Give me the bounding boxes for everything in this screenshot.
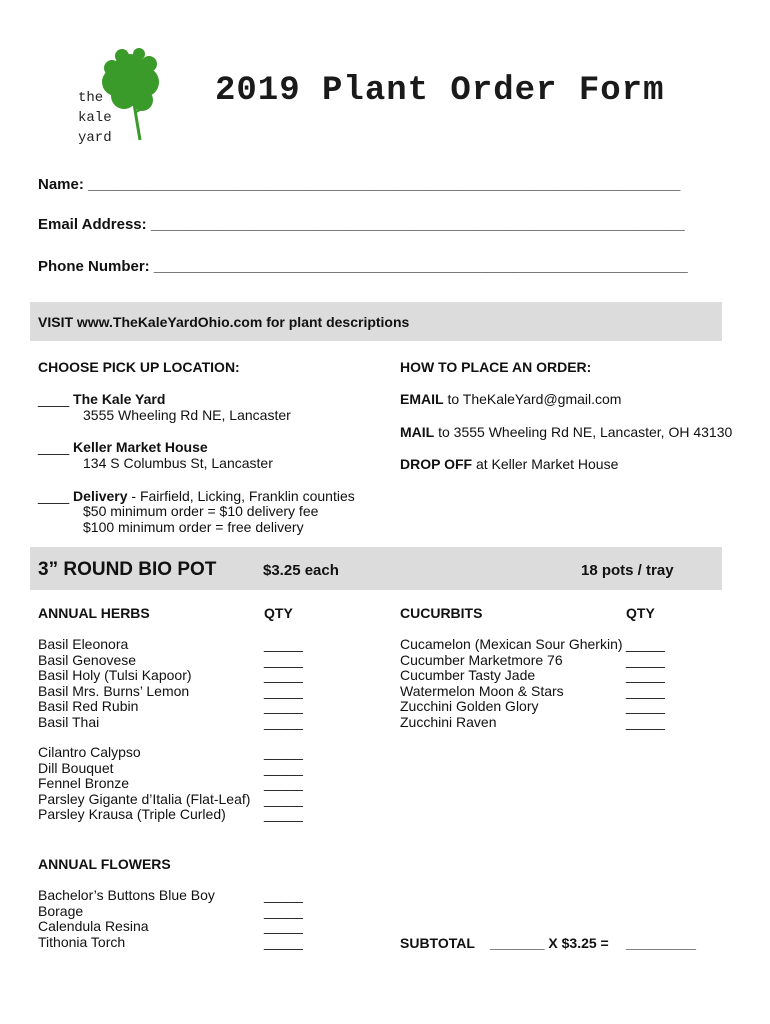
order-method-label: MAIL bbox=[400, 424, 435, 440]
qty-blank[interactable]: _____ bbox=[264, 713, 303, 730]
name-field[interactable]: Name: _______________________________________________________________________ bbox=[38, 176, 681, 193]
pickup-address: 3555 Wheeling Rd NE, Lancaster bbox=[83, 407, 291, 423]
qty-blank[interactable]: _____ bbox=[264, 887, 303, 903]
qty-blank[interactable]: _____ bbox=[264, 667, 303, 684]
qty-blank[interactable]: _____ bbox=[264, 651, 303, 668]
how-to-order-heading: HOW TO PLACE AN ORDER: bbox=[400, 359, 592, 375]
list-item: Parsley Gigante d’Italia (Flat-Leaf) bbox=[38, 790, 251, 807]
visit-banner bbox=[30, 302, 722, 341]
list-item: Bachelor’s Buttons Blue Boy bbox=[38, 887, 215, 903]
list-item: Parsley Krausa (Triple Curled) bbox=[38, 806, 226, 823]
order-method-text: to 3555 Wheeling Rd NE, Lancaster, OH 43130 bbox=[434, 424, 733, 440]
pickup-address: 134 S Columbus St, Lancaster bbox=[83, 455, 273, 471]
list-item: Cucumber Tasty Jade bbox=[400, 667, 536, 684]
pickup-option-kale-yard[interactable] bbox=[38, 391, 165, 407]
subtotal-multiplier: X $3.25 = bbox=[544, 935, 609, 951]
qty-blank[interactable]: _____ bbox=[626, 651, 665, 668]
list-item: Cilantro Calypso bbox=[38, 744, 141, 760]
subtotal-row bbox=[490, 935, 609, 951]
qty-blank[interactable]: _____ bbox=[264, 790, 303, 807]
pot-price-banner bbox=[30, 547, 722, 590]
visit-banner-text: VISIT www.TheKaleYardOhio.com for plant descriptions bbox=[38, 314, 410, 330]
list-item: Fennel Bronze bbox=[38, 775, 130, 792]
flowers-heading: ANNUAL FLOWERS bbox=[38, 856, 171, 872]
logo-line-the: the bbox=[78, 90, 104, 106]
cucurbits-qty-heading: QTY bbox=[626, 605, 655, 621]
list-item: Borage bbox=[38, 902, 84, 919]
subtotal-total-blank[interactable]: _________ bbox=[626, 935, 697, 951]
qty-blank[interactable]: _____ bbox=[626, 667, 665, 684]
list-item: Basil Holy (Tulsi Kapoor) bbox=[38, 667, 192, 684]
pickup-blank[interactable]: ____ bbox=[38, 439, 70, 455]
list-item: Watermelon Moon & Stars bbox=[400, 682, 564, 699]
pickup-blank[interactable]: ____ bbox=[38, 391, 70, 407]
qty-blank[interactable]: _____ bbox=[626, 636, 665, 652]
list-item: Basil Genovese bbox=[38, 651, 137, 668]
qty-blank[interactable]: _____ bbox=[626, 698, 665, 715]
herbs-qty-heading: QTY bbox=[264, 605, 293, 621]
pickup-option-delivery[interactable] bbox=[38, 488, 355, 504]
pickup-option-keller[interactable] bbox=[38, 439, 208, 455]
qty-blank[interactable]: _____ bbox=[264, 775, 303, 792]
list-item: Dill Bouquet bbox=[38, 759, 114, 776]
list-item: Cucamelon (Mexican Sour Gherkin) bbox=[400, 636, 623, 652]
list-item: Cucumber Marketmore 76 bbox=[400, 651, 563, 668]
flower-qty-column bbox=[264, 888, 303, 950]
qty-blank[interactable]: _____ bbox=[626, 682, 665, 699]
cucurbits-heading: CUCURBITS bbox=[400, 605, 483, 621]
herbs-heading: ANNUAL HERBS bbox=[38, 605, 150, 621]
list-item: Tithonia Torch bbox=[38, 933, 126, 950]
pickup-location-name: The Kale Yard bbox=[73, 391, 166, 407]
qty-blank[interactable]: _____ bbox=[264, 682, 303, 699]
logo-line-kale: kale bbox=[78, 110, 112, 126]
flower-list bbox=[38, 888, 215, 950]
qty-blank[interactable]: _____ bbox=[264, 744, 303, 760]
subtotal-qty-blank[interactable]: _______ bbox=[490, 935, 545, 951]
qty-blank[interactable]: _____ bbox=[264, 918, 303, 935]
phone-field[interactable]: Phone Number: ________________________________________________________________ bbox=[38, 258, 688, 275]
logo-line-yard: yard bbox=[78, 130, 112, 146]
pickup-blank[interactable]: ____ bbox=[38, 488, 70, 504]
list-item: Zucchini Golden Glory bbox=[400, 698, 539, 715]
subtotal-label: SUBTOTAL bbox=[400, 935, 475, 951]
delivery-counties: - Fairfield, Licking, Franklin counties bbox=[127, 488, 355, 504]
delivery-label: Delivery bbox=[73, 488, 128, 504]
order-method-text: to TheKaleYard@gmail.com bbox=[443, 391, 622, 407]
list-item: Zucchini Raven bbox=[400, 713, 497, 730]
order-method-text: at Keller Market House bbox=[472, 456, 619, 472]
order-method-dropoff bbox=[400, 456, 618, 472]
delivery-fee-note: $50 minimum order = $10 delivery fee bbox=[83, 503, 319, 519]
cucurbit-qty-column bbox=[626, 637, 665, 731]
list-item: Basil Red Rubin bbox=[38, 698, 139, 715]
pots-per-tray: 18 pots / tray bbox=[581, 562, 674, 579]
herb-list-2 bbox=[38, 745, 250, 823]
pickup-location-name: Keller Market House bbox=[73, 439, 208, 455]
order-method-email bbox=[400, 391, 621, 407]
list-item: Basil Thai bbox=[38, 713, 100, 730]
delivery-free-note: $100 minimum order = free delivery bbox=[83, 519, 304, 535]
order-method-label: EMAIL bbox=[400, 391, 444, 407]
pickup-heading: CHOOSE PICK UP LOCATION: bbox=[38, 359, 240, 375]
email-field[interactable]: Email Address: ________________________________________________________________ bbox=[38, 216, 685, 233]
qty-blank[interactable]: _____ bbox=[264, 636, 303, 652]
qty-blank[interactable]: _____ bbox=[264, 759, 303, 776]
pot-title: 3” ROUND BIO POT bbox=[38, 559, 217, 580]
page-title: 2019 Plant Order Form bbox=[215, 72, 665, 110]
qty-blank[interactable]: _____ bbox=[626, 713, 665, 730]
pot-price: $3.25 each bbox=[263, 562, 339, 579]
list-item: Basil Eleonora bbox=[38, 636, 129, 652]
order-method-label: DROP OFF bbox=[400, 456, 473, 472]
qty-blank[interactable]: _____ bbox=[264, 698, 303, 715]
herb-qty-column bbox=[264, 637, 303, 731]
cucurbit-list bbox=[400, 637, 623, 731]
qty-blank[interactable]: _____ bbox=[264, 806, 303, 823]
kale-tree-logo-icon bbox=[94, 46, 166, 142]
qty-blank[interactable]: _____ bbox=[264, 902, 303, 919]
herb-qty-column-2 bbox=[264, 745, 303, 823]
herb-list bbox=[38, 637, 192, 731]
order-method-mail bbox=[400, 424, 732, 440]
list-item: Basil Mrs. Burns’ Lemon bbox=[38, 682, 190, 699]
qty-blank[interactable]: _____ bbox=[264, 933, 303, 950]
list-item: Calendula Resina bbox=[38, 918, 149, 935]
